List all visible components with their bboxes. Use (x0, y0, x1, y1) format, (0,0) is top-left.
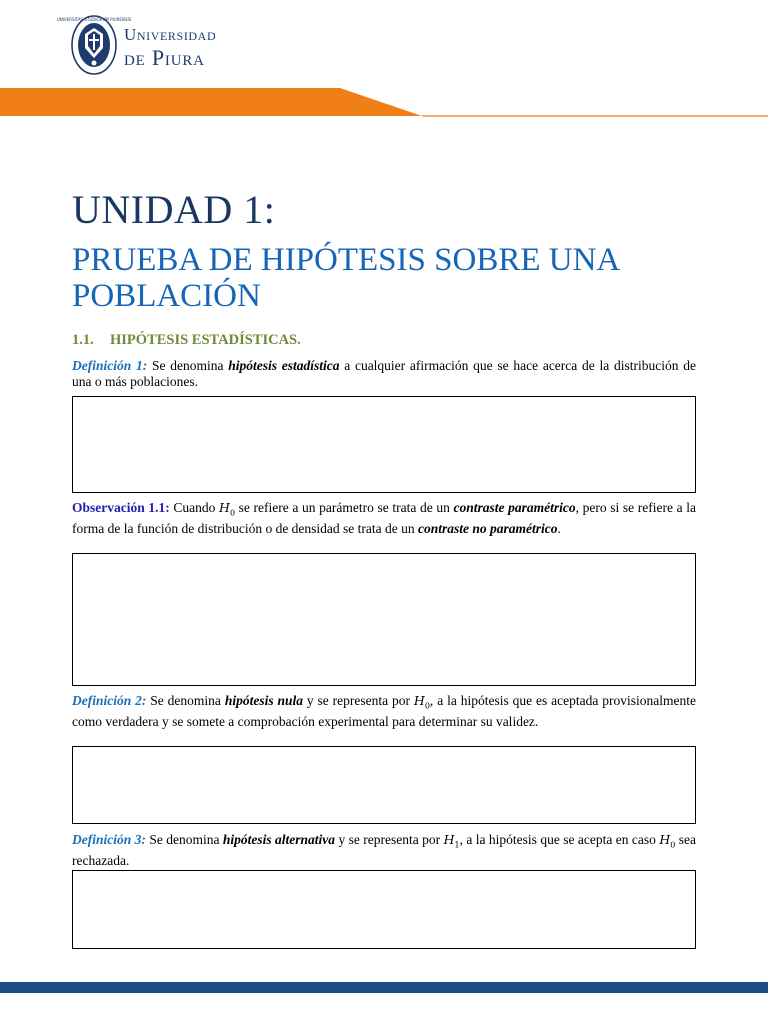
math-symbol: H (659, 832, 671, 847)
observation-text: . (557, 521, 561, 536)
answer-box-1[interactable] (72, 396, 696, 493)
unit-title: PRUEBA DE HIPÓTESIS SOBRE UNA POBLACIÓN (72, 242, 619, 315)
answer-box-2[interactable] (72, 553, 696, 686)
university-name-line1: Universidad (124, 25, 217, 44)
section-heading (72, 332, 301, 349)
definition-1-label: Definición 1: (72, 358, 148, 373)
definition-1-text: Se denomina (147, 358, 229, 373)
math-symbol: H (219, 500, 230, 515)
math-h0 (219, 500, 236, 518)
definition-1-term: hipótesis estadística (228, 358, 340, 373)
math-h0 (659, 832, 676, 850)
observation-text: Cuando (169, 500, 220, 515)
math-subscript: 1 (454, 840, 460, 850)
observation-term: contraste paramétrico (453, 500, 576, 515)
math-symbol: H (443, 832, 455, 847)
definition-3-term: hipótesis alternativa (222, 832, 336, 847)
math-symbol: H (413, 693, 425, 708)
unit-label: UNIDAD 1: (72, 187, 276, 232)
definition-3-text: sea rechazada. (72, 832, 696, 868)
definition-3 (72, 832, 696, 869)
section-number: 1.1. (72, 332, 94, 348)
answer-box-4[interactable] (72, 870, 696, 949)
definition-2-text: Se denomina (146, 693, 225, 708)
observation-term: contraste no paramétrico (418, 521, 558, 536)
definition-2 (72, 693, 696, 730)
definition-1-text: a cualquier afirmación que se hace acerca de la distribución de una o más poblaciones. (72, 358, 696, 389)
definition-2-text: , a la hipótesis que es aceptada provisionalmente como verdadera y se somete a comprobación experimental para determinar su validez. (72, 693, 696, 729)
definition-3-label: Definición 3: (72, 832, 146, 847)
definition-3-text: , a la hipótesis que se acepta en caso (459, 832, 660, 847)
observation-text: , pero si se refiere a la forma de la función de distribución o de densidad se trata de un (72, 500, 697, 536)
math-subscript: 0 (670, 840, 676, 850)
observation-label: Observación 1.1: (72, 500, 170, 515)
header-orange-band (0, 88, 768, 118)
observation-1-1 (72, 500, 696, 537)
definition-3-text: y se representa por (335, 832, 444, 847)
definition-1 (72, 358, 696, 389)
answer-box-3[interactable] (72, 746, 696, 824)
footer-band (0, 982, 768, 993)
math-h1 (443, 832, 460, 850)
definition-3-text: Se denomina (145, 832, 223, 847)
observation-text: se refiere a un parámetro se trata de un (235, 500, 454, 515)
seal-text: UNIVERSITAS STUDIORUM PIURENSIS (56, 17, 132, 22)
math-subscript: 0 (229, 508, 236, 518)
university-seal-icon (56, 14, 132, 76)
definition-2-term: hipótesis nula (224, 693, 303, 708)
university-name-line2: de Piura (124, 45, 205, 70)
math-h0 (413, 693, 430, 711)
university-logo (56, 14, 235, 76)
math-subscript: 0 (424, 701, 430, 711)
definition-2-label: Definición 2: (72, 693, 147, 708)
university-name (124, 26, 216, 69)
section-title: HIPÓTESIS ESTADÍSTICAS. (110, 332, 301, 348)
definition-2-text: y se representa por (302, 693, 414, 708)
